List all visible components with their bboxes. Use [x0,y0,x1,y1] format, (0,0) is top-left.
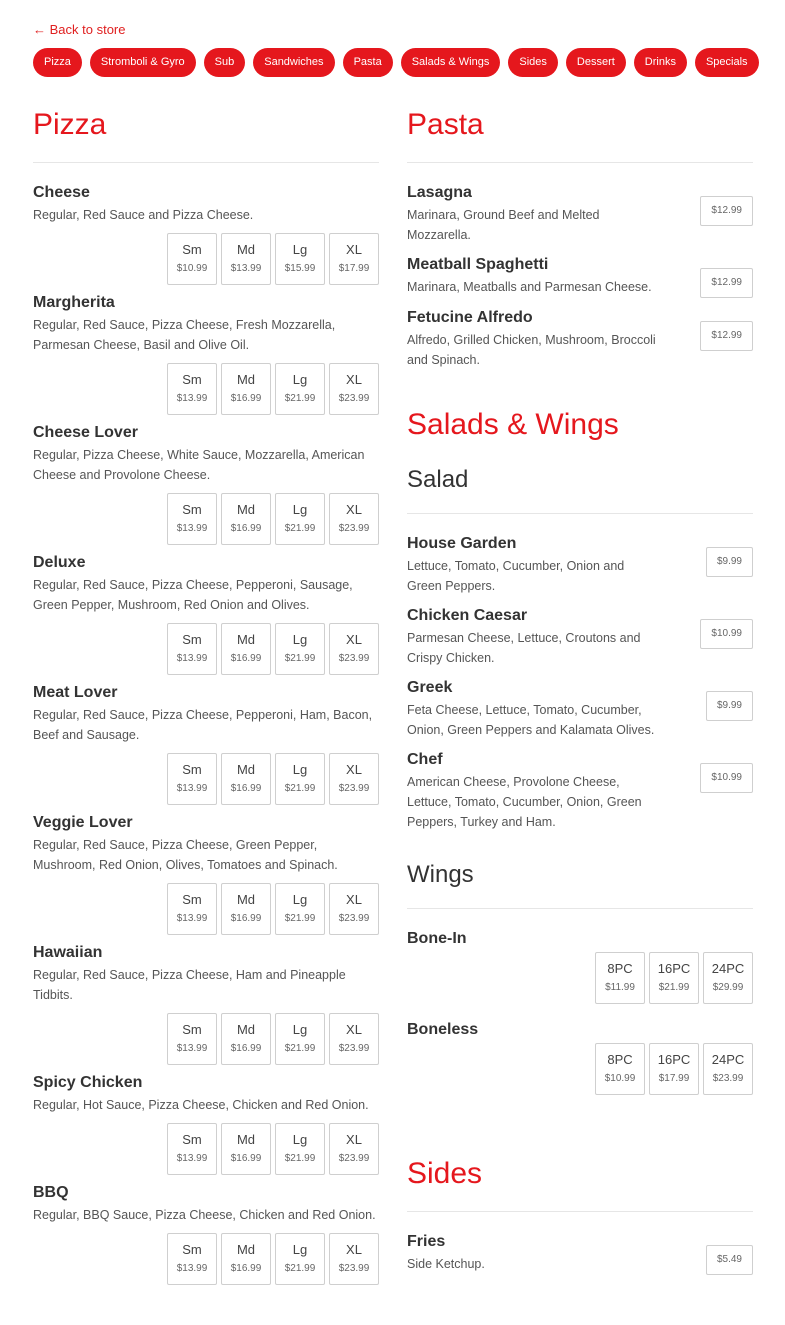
size-label: Lg [292,1022,308,1037]
size-price: $23.99 [338,1153,370,1164]
item-name: Deluxe [33,554,86,571]
divider [407,162,753,163]
right-column [407,104,753,1285]
size-label: Md [236,1132,256,1147]
pasta-item [407,255,753,298]
size-price: $21.99 [284,393,316,404]
item-text [407,678,657,740]
section-title-salads-wings: Salads & Wings [407,408,619,441]
size-label: Sm [182,502,202,517]
size-option-button[interactable] [221,1233,271,1285]
size-label: 24PC [711,961,745,976]
section-title-sides: Sides [407,1157,483,1190]
item-text [407,183,657,245]
size-price: $29.99 [712,982,744,993]
price-button[interactable]: $12.99 [700,268,753,298]
size-price: $16.99 [230,523,262,534]
size-price: $23.99 [338,393,370,404]
size-price: $13.99 [176,393,208,404]
size-label: Md [236,372,256,387]
item-name: Hawaiian [33,944,103,961]
size-price: $10.99 [604,1073,636,1084]
size-option-button[interactable] [221,623,271,675]
size-label: Lg [292,1132,308,1147]
size-price: $23.99 [338,523,370,534]
size-price: $23.99 [712,1073,744,1084]
size-label: Sm [182,1132,202,1147]
size-price: $21.99 [658,982,690,993]
size-label: Md [236,242,256,257]
size-option-button[interactable] [329,883,379,935]
section-title-pasta: Pasta [407,108,484,141]
item-name: Boneless [407,1021,479,1038]
pizza-item [33,1183,379,1285]
pasta-item [407,308,753,370]
size-price: $21.99 [284,653,316,664]
item-description: Regular, Red Sauce, Pizza Cheese, Ham and Pineapple Tidbits. [33,968,346,1002]
item-name: Chicken Caesar [407,607,528,624]
item-name: Cheese Lover [33,424,138,441]
item-description: Side Ketchup. [407,1257,485,1271]
sides-list [407,1232,753,1275]
size-price: $16.99 [230,1043,262,1054]
item-name: BBQ [33,1184,69,1201]
price-button[interactable]: $10.99 [700,763,753,793]
item-name: Veggie Lover [33,814,133,831]
size-option-button[interactable] [329,753,379,805]
item-description: Regular, Red Sauce, Pizza Cheese, Pepperoni, Ham, Bacon, Beef and Sausage. [33,708,373,742]
salad-item [407,606,753,668]
size-option-button[interactable] [275,493,325,545]
size-price: $15.99 [284,263,316,274]
pizza-section [33,104,379,1293]
item-text [407,534,657,596]
size-label: Md [236,892,256,907]
item-name: House Garden [407,535,517,552]
item-description: Marinara, Meatballs and Parmesan Cheese. [407,280,652,294]
size-label: Lg [292,762,308,777]
size-options [33,363,379,415]
item-description: Regular, Red Sauce, Pizza Cheese, Fresh Mozzarella, Parmesan Cheese, Basil and Olive Oil. [33,318,336,352]
size-option-button[interactable] [275,1013,325,1065]
size-option-button[interactable] [275,233,325,285]
size-price: $16.99 [230,783,262,794]
item-description: American Cheese, Provolone Cheese, Lettuce, Tomato, Cucumber, Onion, Green Peppers, Turkey and Ham. [407,775,642,829]
price-button[interactable]: $12.99 [700,321,753,351]
item-description: Regular, BBQ Sauce, Pizza Cheese, Chicken and Red Onion. [33,1208,376,1222]
item-name: Fries [407,1233,446,1250]
size-option-button[interactable] [221,1013,271,1065]
size-label: 16PC [657,1052,691,1067]
item-name: Meatball Spaghetti [407,256,549,273]
size-option-button[interactable] [167,363,217,415]
size-price: $13.99 [176,523,208,534]
size-price: $11.99 [605,982,635,993]
size-label: Lg [292,1242,308,1257]
size-option-button[interactable] [329,233,379,285]
item-description: Regular, Hot Sauce, Pizza Cheese, Chicken and Red Onion. [33,1098,369,1112]
size-options [33,623,379,675]
item-name: Fetucine Alfredo [407,309,533,326]
size-label: Sm [182,242,202,257]
size-price: $21.99 [284,1153,316,1164]
size-label: Sm [182,632,202,647]
salad-item [407,534,753,596]
size-option-button[interactable] [275,1123,325,1175]
size-label: Lg [292,502,308,517]
pizza-item [33,183,379,285]
size-price: $16.99 [230,913,262,924]
pizza-list [33,183,379,1285]
item-name: Chef [407,751,443,768]
size-option-button[interactable] [275,883,325,935]
size-label: Md [236,1242,256,1257]
price-button[interactable]: $12.99 [700,196,753,226]
size-option-button[interactable] [329,493,379,545]
item-name: Lasagna [407,184,472,201]
size-price: $17.99 [658,1073,690,1084]
size-option-button[interactable] [167,493,217,545]
item-description: Regular, Red Sauce, Pizza Cheese, Pepperoni, Sausage, Green Pepper, Mushroom, Red Onion and Olives. [33,578,353,612]
item-text [407,255,657,297]
size-price: $17.99 [338,263,370,274]
size-option-button[interactable] [649,1043,699,1095]
size-label: 16PC [657,961,691,976]
size-label: XL [346,1132,362,1147]
size-price: $23.99 [338,1263,370,1274]
salad-item [407,750,753,832]
item-name: Spicy Chicken [33,1074,143,1091]
size-options [407,1043,753,1095]
subsection-title-wings: Wings [407,861,474,888]
size-label: XL [346,502,362,517]
size-option-button[interactable] [329,623,379,675]
size-label: XL [346,372,362,387]
size-price: $23.99 [338,653,370,664]
size-price: $13.99 [230,263,262,274]
price-button[interactable]: $9.99 [706,547,753,577]
size-label: Lg [292,892,308,907]
item-description: Parmesan Cheese, Lettuce, Croutons and Crispy Chicken. [407,631,641,665]
size-option-button[interactable] [329,1233,379,1285]
item-text [407,750,657,832]
size-option-button[interactable] [221,883,271,935]
size-option-button[interactable] [167,753,217,805]
pasta-item [407,183,753,245]
size-option-button[interactable] [221,363,271,415]
size-label: 24PC [711,1052,745,1067]
size-options [33,493,379,545]
category-tab-stromboli-gyro[interactable]: Stromboli & Gyro [90,48,196,77]
size-label: Sm [182,1242,202,1257]
size-price: $13.99 [176,913,208,924]
size-option-button[interactable] [329,363,379,415]
size-option-button[interactable] [167,1123,217,1175]
item-name: Bone-In [407,930,467,947]
size-price: $16.99 [230,393,262,404]
divider [33,162,379,163]
size-price: $13.99 [176,1043,208,1054]
pizza-item [33,683,379,805]
item-text [407,308,657,370]
item-description: Regular, Red Sauce, Pizza Cheese, Green Pepper, Mushroom, Red Onion, Olives, Tomatoes and Spinach. [33,838,338,872]
pizza-item [33,553,379,675]
size-option-button[interactable] [275,623,325,675]
pasta-list [407,183,753,370]
size-label: Lg [292,242,308,257]
size-option-button[interactable] [649,952,699,1004]
pizza-item [33,943,379,1065]
divider [407,513,753,514]
price-button[interactable]: $10.99 [700,619,753,649]
wings-item [407,929,753,1004]
size-label: XL [346,762,362,777]
pizza-item [33,293,379,415]
item-description: Feta Cheese, Lettuce, Tomato, Cucumber, Onion, Green Peppers and Kalamata Olives. [407,703,655,737]
size-price: $13.99 [176,1263,208,1274]
size-option-button[interactable] [167,1013,217,1065]
size-option-button[interactable] [275,363,325,415]
size-option-button[interactable] [275,1233,325,1285]
size-options [33,233,379,285]
item-text [407,606,657,668]
pizza-item [33,1073,379,1175]
size-label: Sm [182,1022,202,1037]
size-price: $23.99 [338,783,370,794]
size-label: Md [236,632,256,647]
size-option-button[interactable] [221,493,271,545]
size-label: XL [346,242,362,257]
item-description: Marinara, Ground Beef and Melted Mozzarella. [407,208,600,242]
wings-item [407,1020,753,1095]
size-label: XL [346,632,362,647]
back-to-store-link[interactable]: ← Back to store [33,22,126,37]
size-price: $21.99 [284,783,316,794]
salad-item [407,678,753,740]
size-label: Sm [182,372,202,387]
size-option-button[interactable] [167,233,217,285]
size-label: Lg [292,372,308,387]
side-item [407,1232,753,1275]
price-button[interactable]: $5.49 [706,1245,753,1275]
size-label: 8PC [607,1052,633,1067]
size-option-button[interactable] [221,233,271,285]
size-options [33,1013,379,1065]
size-price: $23.99 [338,1043,370,1054]
size-label: XL [346,1022,362,1037]
pizza-item [33,423,379,545]
item-description: Regular, Pizza Cheese, White Sauce, Mozzarella, American Cheese and Provolone Cheese. [33,448,365,482]
size-label: XL [346,892,362,907]
size-label: Sm [182,892,202,907]
item-description: Lettuce, Tomato, Cucumber, Onion and Green Peppers. [407,559,625,593]
size-option-button[interactable] [275,753,325,805]
size-options [407,952,753,1004]
size-price: $23.99 [338,913,370,924]
size-options [33,1123,379,1175]
pizza-item [33,813,379,935]
item-name: Meat Lover [33,684,118,701]
category-tab-dessert[interactable]: Dessert [566,48,626,77]
size-option-button[interactable] [221,753,271,805]
salad-list [407,534,753,832]
size-options [33,753,379,805]
subsection-title-salad: Salad [407,466,469,493]
size-price: $21.99 [284,523,316,534]
category-tab-sub[interactable]: Sub [204,48,246,77]
size-label: Md [236,502,256,517]
size-price: $13.99 [176,653,208,664]
item-name: Greek [407,679,453,696]
category-tab-drinks[interactable]: Drinks [634,48,687,77]
item-name: Cheese [33,184,90,201]
size-label: Sm [182,762,202,777]
size-options [33,1233,379,1285]
size-option-button[interactable] [167,883,217,935]
size-option-button[interactable] [703,1043,753,1095]
size-option-button[interactable] [595,1043,645,1095]
wings-list [407,929,753,1095]
size-price: $21.99 [284,913,316,924]
category-tab-pizza[interactable]: Pizza [33,48,82,77]
size-option-button[interactable] [595,952,645,1004]
category-tab-sides[interactable]: Sides [508,48,558,77]
category-tab-specials[interactable]: Specials [695,48,759,77]
category-tab-pasta[interactable]: Pasta [343,48,393,77]
category-tab-sandwiches[interactable]: Sandwiches [253,48,334,77]
size-price: $10.99 [176,263,208,274]
size-price: $16.99 [230,653,262,664]
size-label: 8PC [607,961,633,976]
size-label: Md [236,1022,256,1037]
divider [407,908,753,909]
size-price: $13.99 [176,783,208,794]
section-title-pizza: Pizza [33,108,107,141]
size-price: $21.99 [284,1263,316,1274]
size-label: XL [346,1242,362,1257]
size-option-button[interactable] [167,1233,217,1285]
size-price: $16.99 [230,1263,262,1274]
size-price: $16.99 [230,1153,262,1164]
category-nav [33,48,759,77]
price-button[interactable]: $9.99 [706,691,753,721]
size-option-button[interactable] [167,623,217,675]
size-price: $21.99 [284,1043,316,1054]
size-option-button[interactable] [329,1013,379,1065]
item-name: Margherita [33,294,115,311]
category-tab-salads-wings[interactable]: Salads & Wings [401,48,501,77]
size-options [33,883,379,935]
size-option-button[interactable] [329,1123,379,1175]
divider [407,1211,753,1212]
size-option-button[interactable] [221,1123,271,1175]
item-description: Regular, Red Sauce and Pizza Cheese. [33,208,254,222]
size-label: Lg [292,632,308,647]
size-option-button[interactable] [703,952,753,1004]
item-description: Alfredo, Grilled Chicken, Mushroom, Broccoli and Spinach. [407,333,656,367]
item-text [407,1232,657,1274]
size-label: Md [236,762,256,777]
size-price: $13.99 [176,1153,208,1164]
